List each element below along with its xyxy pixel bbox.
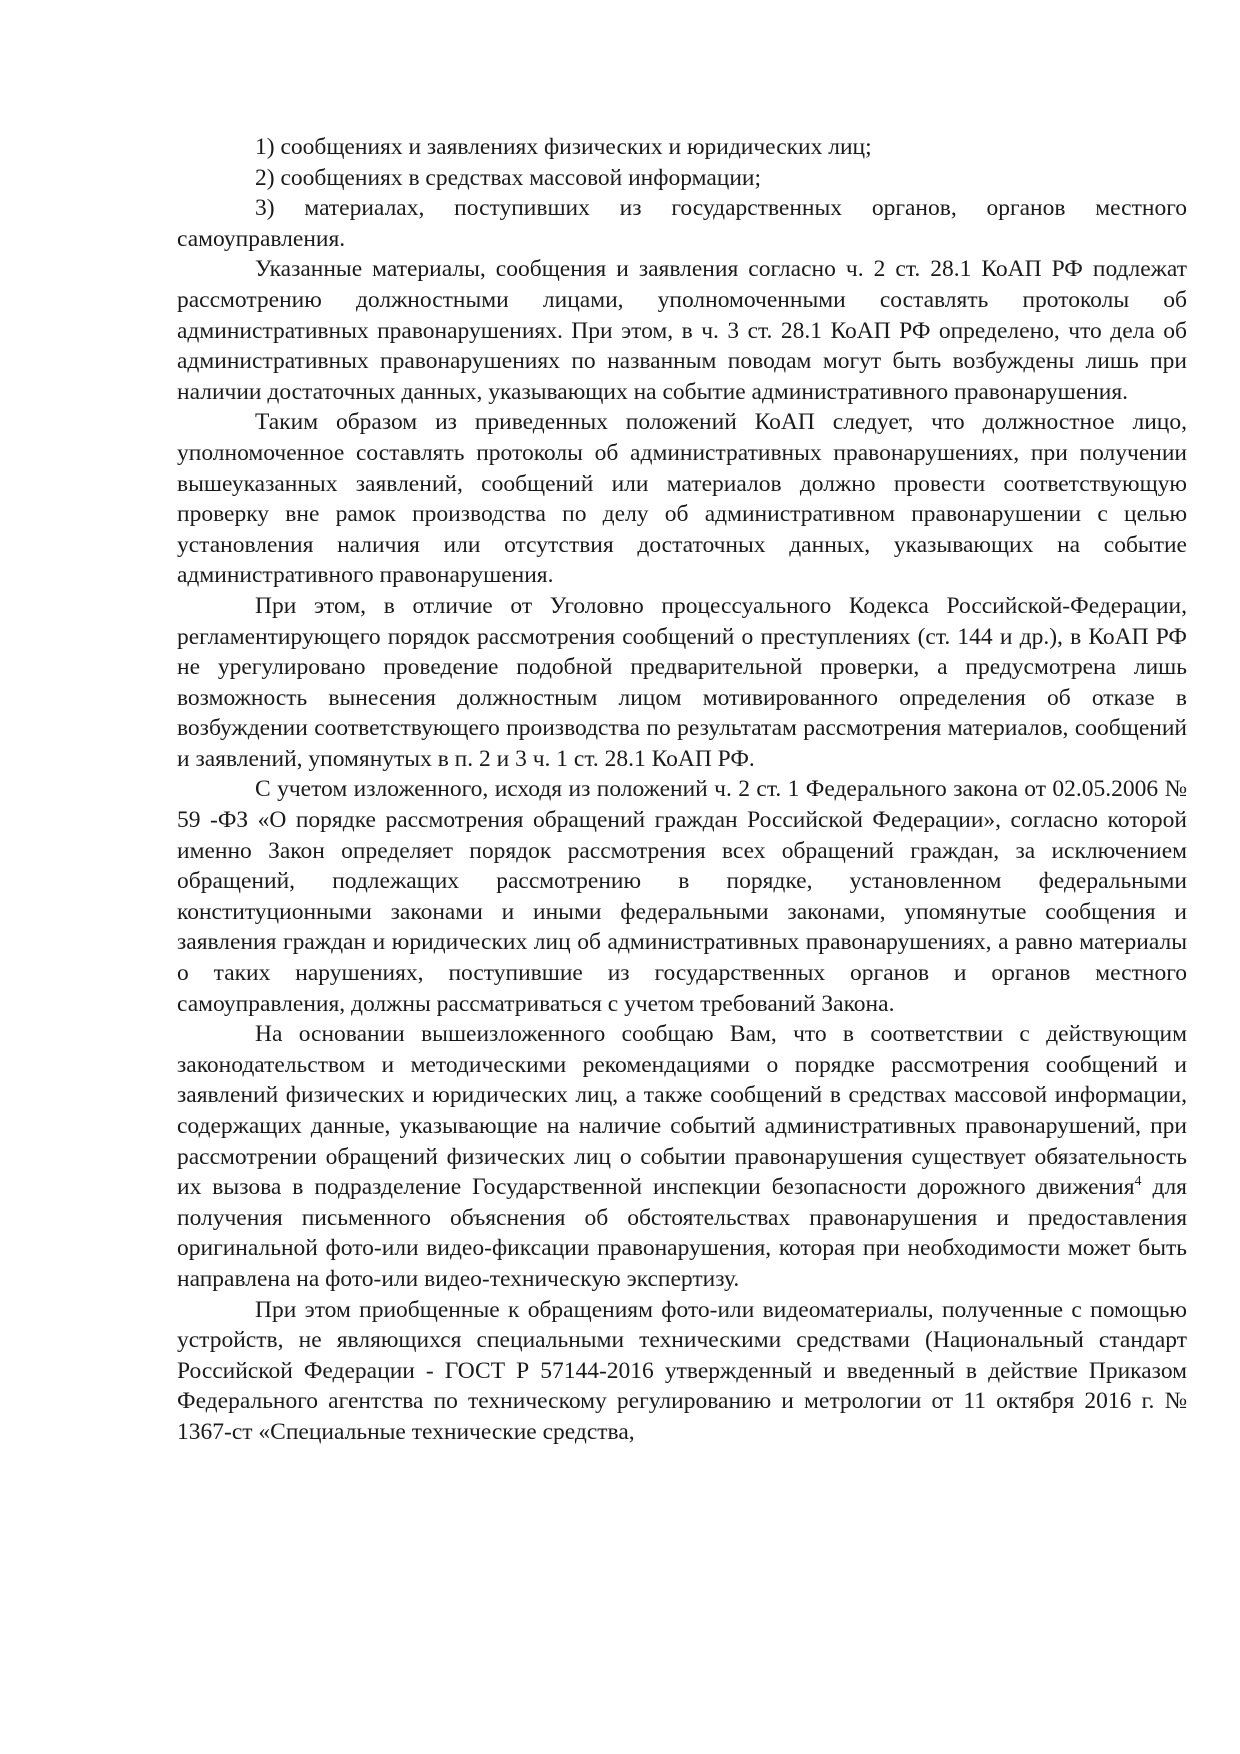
paragraph-materials: Указанные материалы, сообщения и заявления согласно ч. 2 ст. 28.1 КоАП РФ подлежат рассмотрению должностными лицами, уполномоченными составлять протоколы об административных правонарушениях. При этом, в ч. 3 ст. 28.1 КоАП РФ определено, что дела об административных правонарушениях по названным поводам могут быть возбуждены лишь при наличии достаточных данных, указывающих на событие административного правонарушения. bbox=[177, 256, 1187, 405]
list-item-3: 3) материалах, поступивших из государственных органов, органов местного самоуправления. bbox=[177, 195, 1187, 252]
paragraph-conclusion-start: На основании вышеизложенного сообщаю Вам, что в соответствии с действующим законодательством и методическими рекомендациями о порядке рассмотрения сообщений и заявлений физических и юридических лиц, а также сообщений в средствах массовой информации, содержащих данные, указывающие на наличие событий административных правонарушений, при рассмотрении обращений физических лиц о событии правонарушения существует обязательность их вызова в подразделение Государственной инспекции безопасности дорожного движения bbox=[177, 1021, 1187, 1201]
list-item-2: 2) сообщениях в средствах массовой информации; bbox=[255, 164, 762, 191]
paragraph-criminal-code: При этом, в отличие от Уголовно процессуального Кодекса Российской-Федерации, регламентирующего порядок рассмотрения сообщений о преступлениях (ст. 144 и др.), в КоАП РФ не урегулировано проведение подобной предварительной проверки, а предусмотрена лишь возможность вынесения должностным лицом мотивированного определения об отказе в возбуждении соответствующего производства по результатам рассмотрения материалов, сообщений и заявлений, упомянутых в п. 2 и 3 ч. 1 ст. 28.1 КоАП РФ. bbox=[177, 592, 1187, 772]
paragraph-conclusion bbox=[177, 1019, 1187, 1294]
document-page bbox=[177, 132, 1187, 1448]
paragraph-photo-materials: При этом приобщенные к обращениям фото-или видеоматериалы, полученные с помощью устройств, не являющихся специальными техническими средствами (Национальный стандарт Российской Федерации - ГОСТ Р 57144-2016 утвержденный и введенный в действие Приказом Федерального агентства по техническому регулированию и метрологии от 11 октября 2016 г. № 1367-ст «Специальные технические средства, bbox=[177, 1296, 1187, 1445]
paragraph-thus: Таким образом из приведенных положений КоАП следует, что должностное лицо, уполномоченное составлять протоколы об административных правонарушениях, при получении вышеуказанных заявлений, сообщений или материалов должно провести соответствующую проверку вне рамок производства по делу об административном правонарушении с целью установления наличия или отсутствия достаточных данных, указывающих на событие административного правонарушения. bbox=[177, 409, 1187, 589]
paragraph-conclusion-end: для получения письменного объяснения об обстоятельствах правонарушения и предоставления оригинальной фото-или видео-фиксации правонарушения, которая при необходимости может быть направлена на фото-или видео-техническую экспертизу. bbox=[177, 1174, 1187, 1292]
footnote-ref: 4 bbox=[1134, 1174, 1142, 1190]
paragraph-federal-law: С учетом изложенного, исходя из положений ч. 2 ст. 1 Федерального закона от 02.05.2006 № 59 -ФЗ «О порядке рассмотрения обращений граждан Российской Федерации», согласно которой именно Закон определяет порядок рассмотрения всех обращений граждан, за исключением обращений, подлежащих рассмотрению в порядке, установленном федеральными конституционными законами и иными федеральными законами, упомянутые сообщения и заявления граждан и юридических лиц об административных правонарушениях, а равно материалы о таких нарушениях, поступившие из государственных органов и органов местного самоуправления, должны рассматриваться с учетом требований Закона. bbox=[177, 776, 1187, 1017]
list-item-1: 1) сообщениях и заявлениях физических и юридических лиц; bbox=[255, 134, 872, 160]
